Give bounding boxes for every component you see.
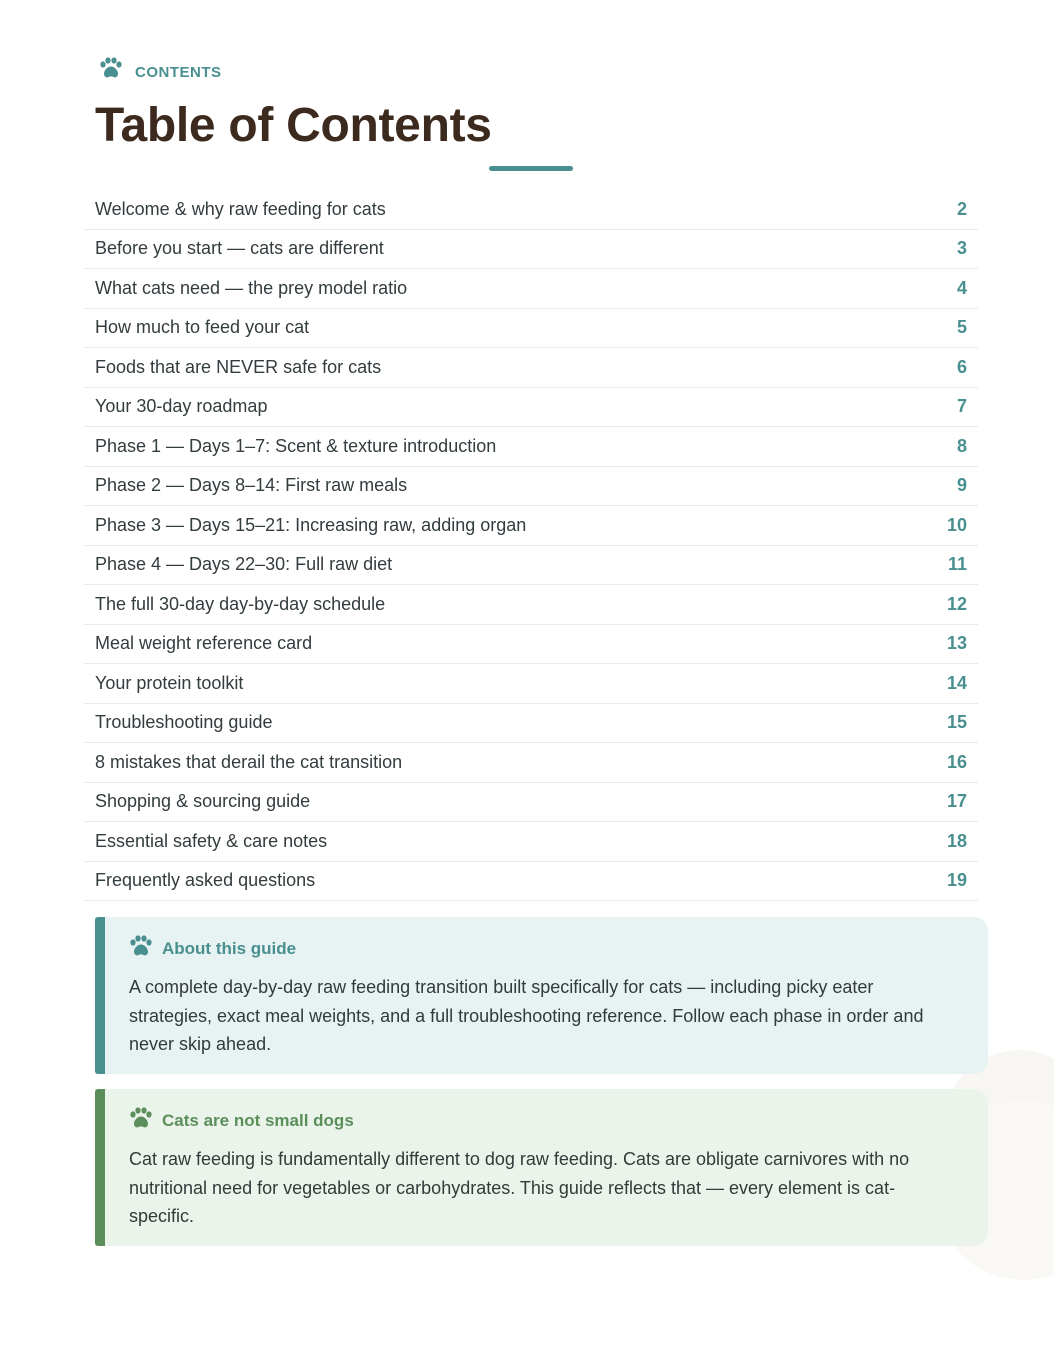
callout-header	[129, 933, 960, 959]
toc-entry[interactable]	[84, 309, 978, 349]
toc-entry-title: Before you start — cats are different	[95, 238, 384, 259]
toc-entry[interactable]	[84, 427, 978, 467]
callout-heading: Cats are not small dogs	[162, 1111, 354, 1130]
toc-entry-title: Frequently asked questions	[95, 870, 316, 891]
toc-entry[interactable]	[84, 743, 978, 783]
toc-entry[interactable]	[84, 625, 978, 665]
paw-icon	[99, 57, 123, 79]
toc-entry-title: How much to feed your cat	[95, 317, 310, 338]
toc-entry-page: 8	[956, 435, 967, 456]
toc-entry-page: 11	[947, 554, 967, 575]
toc-entry-page: 5	[956, 317, 967, 338]
toc-entry-page: 15	[946, 712, 967, 733]
toc-entry-title: Your 30-day roadmap	[95, 396, 268, 417]
paw-icon	[129, 1107, 153, 1129]
toc-entry-page: 3	[956, 238, 967, 259]
toc-entry[interactable]	[84, 467, 978, 507]
toc-entry-title: Phase 4 — Days 22–30: Full raw diet	[95, 554, 393, 575]
toc-entry-page: 7	[956, 396, 967, 417]
paw-icon	[129, 935, 153, 957]
about-guide-callout	[95, 917, 988, 1074]
toc-entry[interactable]	[84, 862, 978, 902]
toc-entry-title: Phase 2 — Days 8–14: First raw meals	[95, 475, 408, 496]
toc-entry[interactable]	[84, 388, 978, 428]
toc-entry[interactable]	[84, 190, 978, 230]
toc-entry-title: Welcome & why raw feeding for cats	[95, 198, 386, 219]
toc-entry-page: 6	[956, 356, 967, 377]
toc-entry[interactable]	[84, 546, 978, 586]
toc-entry-title: Your protein toolkit	[95, 672, 244, 693]
toc-entry-title: Troubleshooting guide	[95, 712, 273, 733]
toc-entry-page: 19	[946, 870, 967, 891]
toc-entry-page: 17	[946, 791, 967, 812]
toc-entry[interactable]	[84, 230, 978, 270]
toc-entry-title: Phase 1 — Days 1–7: Scent & texture introduction	[95, 435, 497, 456]
toc-entry[interactable]	[84, 704, 978, 744]
toc-entry[interactable]	[84, 664, 978, 704]
callout-header	[129, 1105, 960, 1131]
table-of-contents	[84, 190, 978, 901]
toc-entry-title: Phase 3 — Days 15–21: Increasing raw, adding organ	[95, 514, 527, 535]
toc-entry-page: 16	[946, 751, 967, 772]
toc-entry-page: 2	[956, 198, 967, 219]
toc-entry[interactable]	[84, 783, 978, 823]
toc-entry-title: 8 mistakes that derail the cat transition	[95, 751, 403, 772]
not-small-dogs-callout	[95, 1089, 988, 1246]
toc-entry-page: 10	[946, 514, 967, 535]
toc-entry-title: Essential safety & care notes	[95, 830, 328, 851]
toc-entry[interactable]	[84, 506, 978, 546]
toc-entry[interactable]	[84, 348, 978, 388]
toc-entry-page: 4	[956, 277, 967, 298]
toc-entry-title: Shopping & sourcing guide	[95, 791, 311, 812]
toc-entry-page: 12	[946, 593, 967, 614]
callout-heading: About this guide	[162, 939, 297, 958]
toc-entry-page: 9	[956, 475, 967, 496]
callout-body: A complete day-by-day raw feeding transition built specifically for cats — including picky eater strategies, exact meal weights, and a full troubleshooting reference. Follow each phase in order and never skip ahead.	[129, 977, 924, 1054]
toc-entry-title: What cats need — the prey model ratio	[95, 277, 408, 298]
callout-accent-bar	[95, 1089, 105, 1246]
section-eyebrow	[99, 54, 222, 81]
toc-entry[interactable]	[84, 269, 978, 309]
title-underline	[489, 166, 573, 171]
toc-entry-title: Foods that are NEVER safe for cats	[95, 356, 382, 377]
toc-entry-title: The full 30-day day-by-day schedule	[95, 593, 386, 614]
toc-entry-page: 14	[946, 672, 967, 693]
callout-body: Cat raw feeding is fundamentally different to dog raw feeding. Cats are obligate carnivores with no nutritional need for vegetables or carbohydrates. This guide reflects that — every element is cat-specific.	[129, 1149, 910, 1226]
callout-accent-bar	[95, 917, 105, 1074]
toc-entry[interactable]	[84, 585, 978, 625]
eyebrow-label: CONTENTS	[135, 64, 222, 81]
toc-entry[interactable]	[84, 822, 978, 862]
page-title: Table of Contents	[95, 99, 492, 152]
toc-entry-page: 18	[946, 830, 967, 851]
toc-entry-title: Meal weight reference card	[95, 633, 313, 654]
toc-entry-page: 13	[946, 633, 967, 654]
